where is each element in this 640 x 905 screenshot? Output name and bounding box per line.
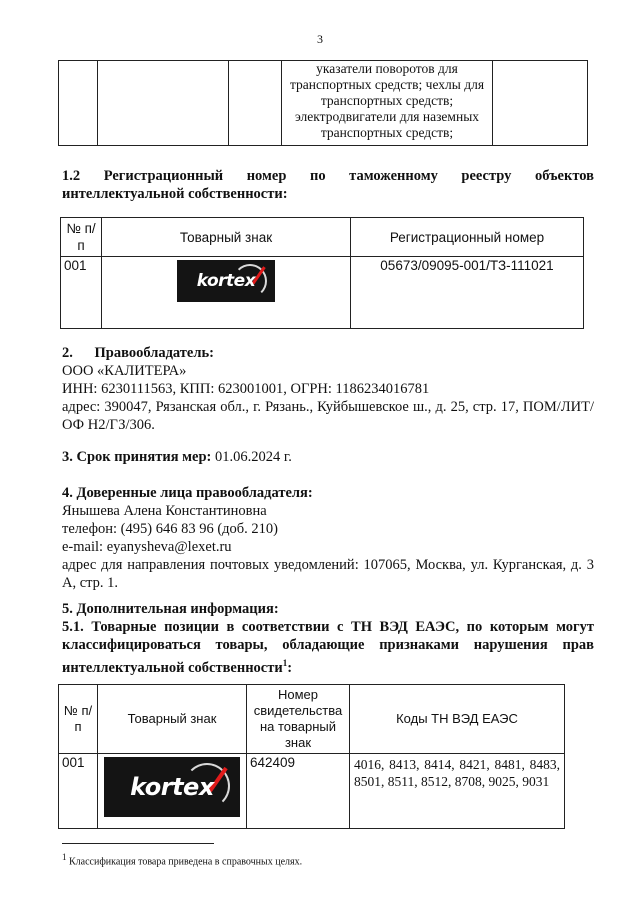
row-num: 001 xyxy=(59,754,98,829)
table-row xyxy=(61,257,584,329)
term-value: 01.06.2024 г. xyxy=(211,449,292,465)
kortex-logo xyxy=(104,757,240,817)
registration-table xyxy=(60,217,584,329)
table-cell xyxy=(229,61,282,146)
section-1-2-title: 1.2 Регистрационный номер по таможенному реестру объектов интеллектуальной собственности: xyxy=(62,168,594,202)
term-line xyxy=(62,448,594,466)
goods-list-cell: указатели поворотов для транспортных средств; чехлы для транспортных средств; электродвигатели для наземных транспортных средств; xyxy=(282,61,493,146)
trustee-phone: телефон: (495) 646 83 96 (доб. 210) xyxy=(62,521,278,537)
section-4-title: 4. Доверенные лица правообладателя: xyxy=(62,485,313,501)
table-cell xyxy=(493,61,588,146)
codes-cell: 4016, 8413, 8414, 8421, 8481, 8483, 8501, 8511, 8512, 8708, 9025, 9031 xyxy=(350,754,565,829)
header-trademark: Товарный знак xyxy=(102,218,351,257)
section-5-1-colon: : xyxy=(287,659,293,676)
customs-codes-table xyxy=(58,684,565,829)
section-2-title-text: 2. Правообладатель: xyxy=(62,345,214,361)
header-reg-number: Регистрационный номер xyxy=(351,218,584,257)
section-2-title xyxy=(62,344,594,362)
continued-goods-table xyxy=(58,60,588,146)
trustee-address: адрес для направления почтовых уведомлений: 107065, Москва, ул. Курганская, д. 3 А, стр. 1. xyxy=(62,557,594,591)
logo-word: kortex xyxy=(130,772,214,801)
owner-name: ООО «КАЛИТЕРА» xyxy=(62,363,187,379)
owner-address: адрес: 390047, Рязанская обл., г. Рязань., Куйбышевское ш., д. 25, стр. 17, ПОМ/ЛИТ/ОФ Н2/ГЗ/306. xyxy=(62,399,594,433)
table-row xyxy=(59,754,565,829)
page-number: 3 xyxy=(317,32,323,46)
header-codes: Коды ТН ВЭД ЕАЭС xyxy=(350,685,565,754)
table-cell xyxy=(98,61,229,146)
trademark-cell xyxy=(98,754,247,829)
row-num: 001 xyxy=(61,257,102,329)
term-label: 3. Срок принятия мер: xyxy=(62,449,212,465)
reg-number-cell: 05673/09095-001/ТЗ-111021 xyxy=(351,257,584,329)
table-cell xyxy=(59,61,98,146)
footnote-text: Классификация товара приведена в справочных целях. xyxy=(66,856,303,868)
section-5-1-text: 5.1. Товарные позиции в соответствии с ТН ВЭД ЕАЭС, по которым могут классифицироваться товары, обладающие признаками нарушения прав интеллектуальной собственности xyxy=(62,619,594,676)
trademark-cell xyxy=(102,257,351,329)
footnote-mark: 1 xyxy=(62,852,67,862)
logo-word: kortex xyxy=(196,270,256,291)
certificate-cell: 642409 xyxy=(247,754,350,829)
header-num: № п/п xyxy=(59,685,98,754)
header-certificate: Номер свидетельства на товарный знак xyxy=(247,685,350,754)
trustee-email: e-mail: eyanysheva@lexet.ru xyxy=(62,539,232,555)
trustee-name: Янышева Алена Константиновна xyxy=(62,503,267,519)
footnote-divider xyxy=(62,843,214,844)
owner-ids: ИНН: 6230111563, КПП: 623001001, ОГРН: 1186234016781 xyxy=(62,381,430,397)
footnote xyxy=(62,851,302,868)
header-num: № п/п xyxy=(61,218,102,257)
section-5-1-title xyxy=(62,618,594,677)
kortex-logo xyxy=(177,260,275,302)
section-5-title: 5. Дополнительная информация: xyxy=(62,601,279,617)
header-trademark: Товарный знак xyxy=(98,685,247,754)
footnote-ref: 1 xyxy=(282,658,288,668)
